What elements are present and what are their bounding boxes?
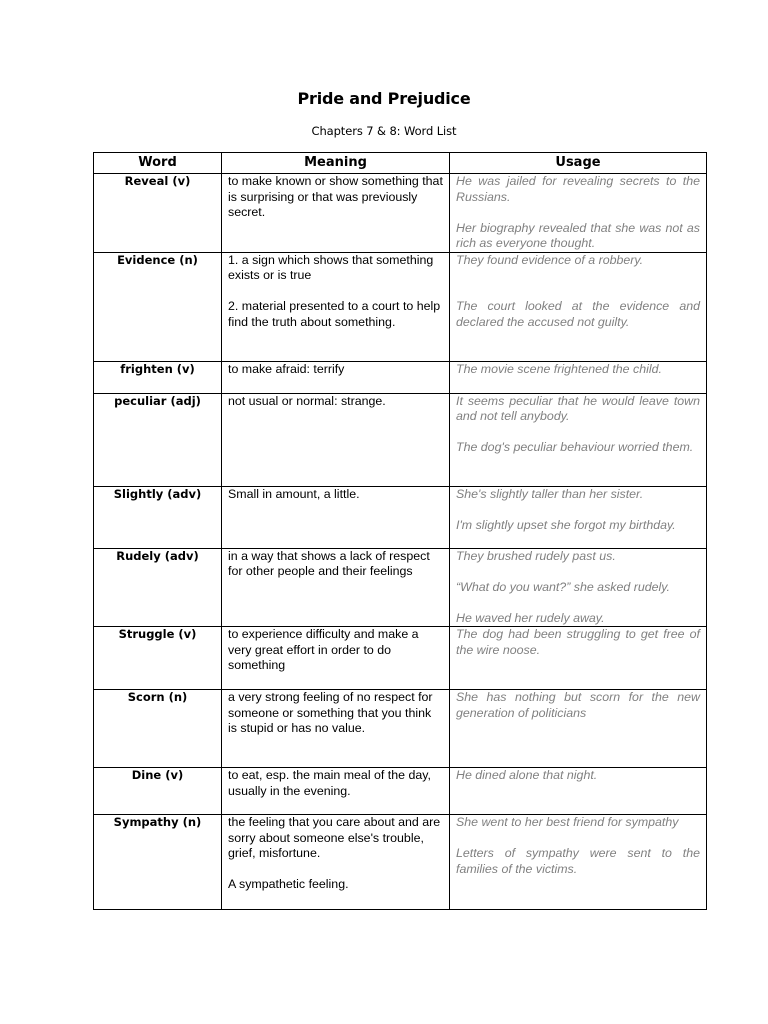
word-cell: Sympathy (n) bbox=[94, 815, 222, 910]
meaning-cell bbox=[222, 393, 450, 486]
table-row bbox=[94, 815, 707, 910]
usage-example: He was jailed for revealing secrets to the Russians. bbox=[456, 174, 700, 204]
column-header-meaning: Meaning bbox=[222, 153, 450, 174]
usage-example: They brushed rudely past us. bbox=[456, 548, 616, 563]
word-cell: Scorn (n) bbox=[94, 690, 222, 768]
meaning-cell bbox=[222, 627, 450, 690]
usage-example: She went to her best friend for sympathy bbox=[456, 815, 679, 829]
meaning-text: to eat, esp. the main meal of the day, usually in the evening. bbox=[228, 768, 431, 798]
meaning-cell bbox=[222, 252, 450, 361]
usage-example: The movie scene frightened the child. bbox=[456, 361, 662, 376]
table-row bbox=[94, 627, 707, 690]
usage-cell bbox=[450, 815, 707, 910]
usage-example: She has nothing but scorn for the new generation of politicians bbox=[456, 690, 700, 720]
meaning-cell bbox=[222, 361, 450, 393]
usage-cell bbox=[450, 361, 707, 393]
meaning-text: the feeling that you care about and are sorry about someone else's trouble, grief, misfortune. bbox=[228, 815, 441, 860]
column-header-usage: Usage bbox=[450, 153, 707, 174]
usage-example: “What do you want?” she asked rudely. bbox=[456, 579, 670, 594]
word-cell: Rudely (adv) bbox=[94, 548, 222, 627]
table-row bbox=[94, 548, 707, 627]
word-cell: Slightly (adv) bbox=[94, 486, 222, 548]
usage-example: It seems peculiar that he would leave town and not tell anybody. bbox=[456, 393, 700, 423]
usage-example: He waved her rudely away. bbox=[456, 610, 605, 625]
usage-cell bbox=[450, 768, 707, 815]
document-subtitle: Chapters 7 & 8: Word List bbox=[311, 124, 457, 138]
meaning-text: 2. material presented to a court to help find the truth about something. bbox=[228, 299, 441, 329]
column-header-word: Word bbox=[94, 153, 222, 174]
meaning-cell bbox=[222, 690, 450, 768]
word-cell: Dine (v) bbox=[94, 768, 222, 815]
meaning-text: in a way that shows a lack of respect for other people and their feelings bbox=[228, 548, 430, 578]
usage-cell bbox=[450, 393, 707, 486]
table-row bbox=[94, 252, 707, 361]
document-title: Pride and Prejudice bbox=[297, 89, 471, 108]
usage-cell bbox=[450, 548, 707, 627]
word-cell: peculiar (adj) bbox=[94, 393, 222, 486]
usage-example: The dog had been struggling to get free of the wire noose. bbox=[456, 627, 700, 657]
usage-example: He dined alone that night. bbox=[456, 768, 598, 782]
word-cell: Struggle (v) bbox=[94, 627, 222, 690]
meaning-text: a very strong feeling of no respect for someone or something that you think is stupid or has no value. bbox=[228, 690, 433, 735]
meaning-cell bbox=[222, 768, 450, 815]
meaning-cell bbox=[222, 548, 450, 627]
usage-example: The court looked at the evidence and declared the accused not guilty. bbox=[456, 299, 700, 329]
table-row bbox=[94, 486, 707, 548]
meaning-cell bbox=[222, 174, 450, 253]
usage-cell bbox=[450, 174, 707, 253]
word-cell: Evidence (n) bbox=[94, 252, 222, 361]
table-header-row bbox=[94, 153, 707, 174]
table-row bbox=[94, 361, 707, 393]
meaning-cell bbox=[222, 486, 450, 548]
table-row bbox=[94, 174, 707, 253]
word-cell: frighten (v) bbox=[94, 361, 222, 393]
table-row bbox=[94, 690, 707, 768]
usage-example: The dog's peculiar behaviour worried them. bbox=[456, 440, 694, 454]
usage-cell bbox=[450, 252, 707, 361]
table-row bbox=[94, 768, 707, 815]
table-row bbox=[94, 393, 707, 486]
meaning-text: to make known or show something that is surprising or that was previously secret. bbox=[228, 174, 443, 219]
meaning-text: 1. a sign which shows that something exists or is true bbox=[228, 252, 434, 282]
usage-example: Letters of sympathy were sent to the families of the victims. bbox=[456, 846, 700, 876]
meaning-text: to experience difficulty and make a very great effort in order to do something bbox=[228, 627, 419, 672]
word-list-table bbox=[93, 152, 707, 910]
usage-cell bbox=[450, 627, 707, 690]
usage-example: Her biography revealed that she was not as rich as everyone thought. bbox=[456, 220, 700, 250]
usage-example: I'm slightly upset she forgot my birthday. bbox=[456, 517, 676, 532]
usage-cell bbox=[450, 690, 707, 768]
meaning-text: to make afraid: terrify bbox=[228, 361, 345, 376]
meaning-cell bbox=[222, 815, 450, 910]
usage-example: She's slightly taller than her sister. bbox=[456, 486, 644, 501]
meaning-text: A sympathetic feeling. bbox=[228, 877, 349, 891]
meaning-text: Small in amount, a little. bbox=[228, 486, 360, 501]
word-cell: Reveal (v) bbox=[94, 174, 222, 253]
meaning-text: not usual or normal: strange. bbox=[228, 393, 386, 408]
usage-cell bbox=[450, 486, 707, 548]
usage-example: They found evidence of a robbery. bbox=[456, 252, 644, 267]
